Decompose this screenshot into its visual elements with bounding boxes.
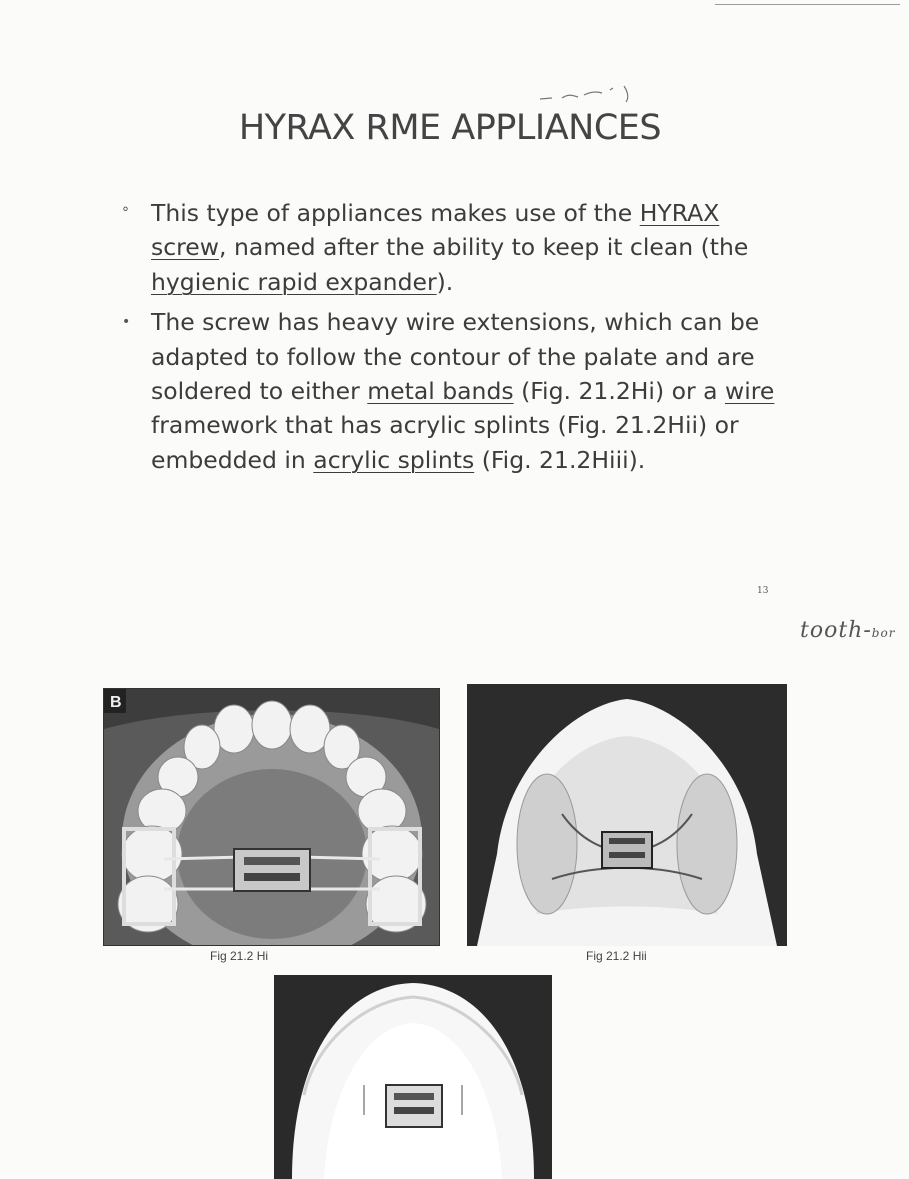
bullet-list <box>120 196 780 483</box>
bullet-text <box>151 308 774 474</box>
text-run: framework that has acrylic splints (Fig. 21.2Hii) or embedded in <box>151 411 739 474</box>
figure-hiii-photo <box>274 975 552 1179</box>
text-run: (Fig. 21.2Hi) or a <box>513 377 725 406</box>
page-number: 13 <box>757 586 769 596</box>
figure-hii-photo <box>467 684 787 946</box>
bullet-marker: • <box>122 314 131 331</box>
bullet-text <box>151 199 748 296</box>
handwritten-note-text: tooth- <box>800 618 872 643</box>
handwritten-note-suffix: bor <box>871 626 896 640</box>
underlined-term: acrylic splints <box>313 445 475 474</box>
text-run: (Fig. 21.2Hiii). <box>474 445 646 474</box>
bullet-marker: ° <box>122 205 129 221</box>
text-run: ). <box>436 267 454 296</box>
handwritten-note <box>800 618 895 643</box>
figure-hi-photo <box>103 688 440 946</box>
figure-hii-caption: Fig 21.2 Hii <box>586 949 647 963</box>
text-run: This type of appliances makes use of the <box>151 199 640 227</box>
figure-hi-caption: Fig 21.2 Hi <box>210 949 269 963</box>
bullet-item <box>120 305 780 477</box>
underlined-term: metal bands <box>367 377 514 406</box>
underlined-term: wire <box>724 377 775 406</box>
text-run: , named after the ability to keep it clean (the <box>219 233 749 262</box>
underlined-term: HYRAX screw <box>151 199 720 262</box>
text-run: The screw has heavy wire extensions, which can be adapted to follow the contour of the palate and are soldered to either <box>151 308 760 406</box>
bullet-item <box>120 196 780 299</box>
underlined-term: hygienic rapid expander <box>151 267 437 296</box>
scan-edge-line <box>715 4 900 5</box>
figure-corner-label: B <box>110 694 122 711</box>
page-title: HYRAX RME APPLIANCES <box>238 108 662 148</box>
pen-scribble <box>538 84 633 106</box>
